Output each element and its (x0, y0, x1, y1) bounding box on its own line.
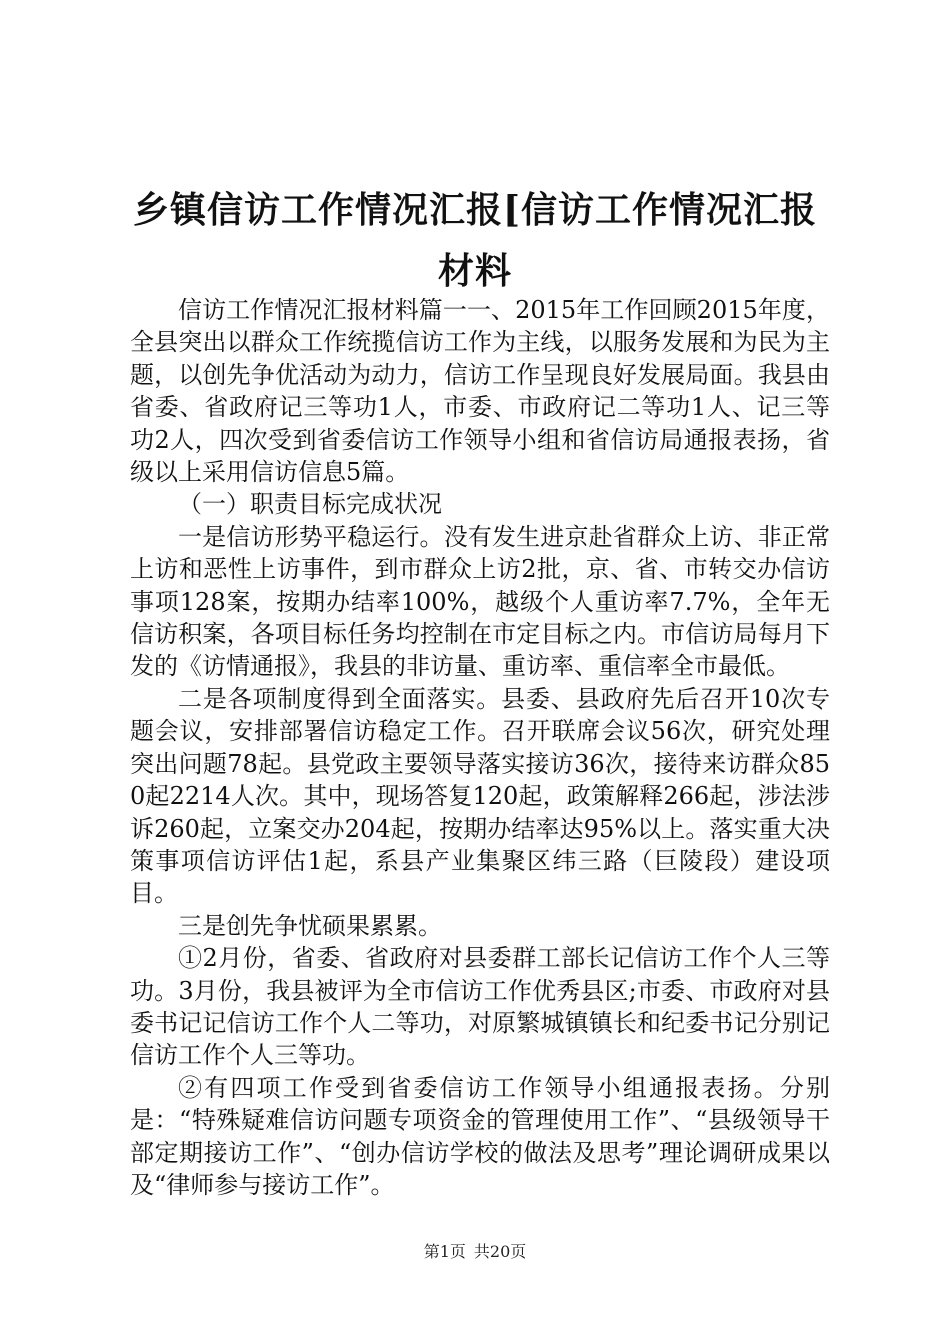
paragraph-achievement-two: ②有四项工作受到省委信访工作领导小组通报表扬。分别是：“特殊疑难信访问题专项资金的管理使用工作”、“县级领导干部定期接访工作”、“创办信访学校的做法及思考”理论调研成果以及“律师参与接访工作”。 (130, 1073, 830, 1199)
page-footer (0, 1242, 950, 1262)
paragraph-system-implementation: 二是各项制度得到全面落实。县委、县政府先后召开10次专题会议，安排部署信访稳定工作。召开联席会议56次，研究处理突出问题78起。县党政主要领导落实接访36次，接待来访群众850起2214人次。其中，现场答复120起，政策解释266起，涉法涉诉260起，立案交办204起，按期办结率达95%以上。落实重大决策事项信访评估1起，系县产业集聚区纬三路（巨陵段）建设项目。 (130, 684, 830, 908)
document-title: 乡镇信访工作情况汇报[信访工作情况汇报材料 (132, 189, 818, 292)
document-body (130, 294, 830, 1201)
page-total: 共20页 (473, 1242, 527, 1261)
paragraph-achievement-one: ①2月份，省委、省政府对县委群工部长记信访工作个人三等功。3月份，我县被评为全市信访工作优秀县区;市委、市政府对县委书记记信访工作个人二等功，对原繁城镇镇长和纪委书记分别记信访工作个人三等功。 (130, 944, 830, 1070)
paragraph-achievements-heading: 三是创先争忧硕果累累。 (178, 911, 442, 940)
page-number: 第1页 (423, 1242, 466, 1261)
paragraph-intro: 信访工作情况汇报材料篇一一、2015年工作回顾2015年度，全县突出以群众工作统揽信访工作为主线，以服务发展和为民为主题，以创先争优活动为动力，信访工作呈现良好发展局面。我县由省委、省政府记三等功1人，市委、市政府记二等功1人、记三等功2人，四次受到省委信访工作领导小组和省信访局通报表扬，省级以上采用信访信息5篇。 (130, 296, 830, 487)
section-heading-duty-goals: （一）职责目标完成状况 (178, 490, 442, 519)
paragraph-petition-situation: 一是信访形势平稳运行。没有发生进京赴省群众上访、非正常上访和恶性上访事件，到市群众上访2批，京、省、市转交办信访事项128案，按期办结率100%，越级个人重访率7.7%，全年无信访积案，各项目标任务均控制在市定目标之内。市信访局每月下发的《访情通报》，我县的非访量、重访率、重信率全市最低。 (130, 522, 830, 681)
